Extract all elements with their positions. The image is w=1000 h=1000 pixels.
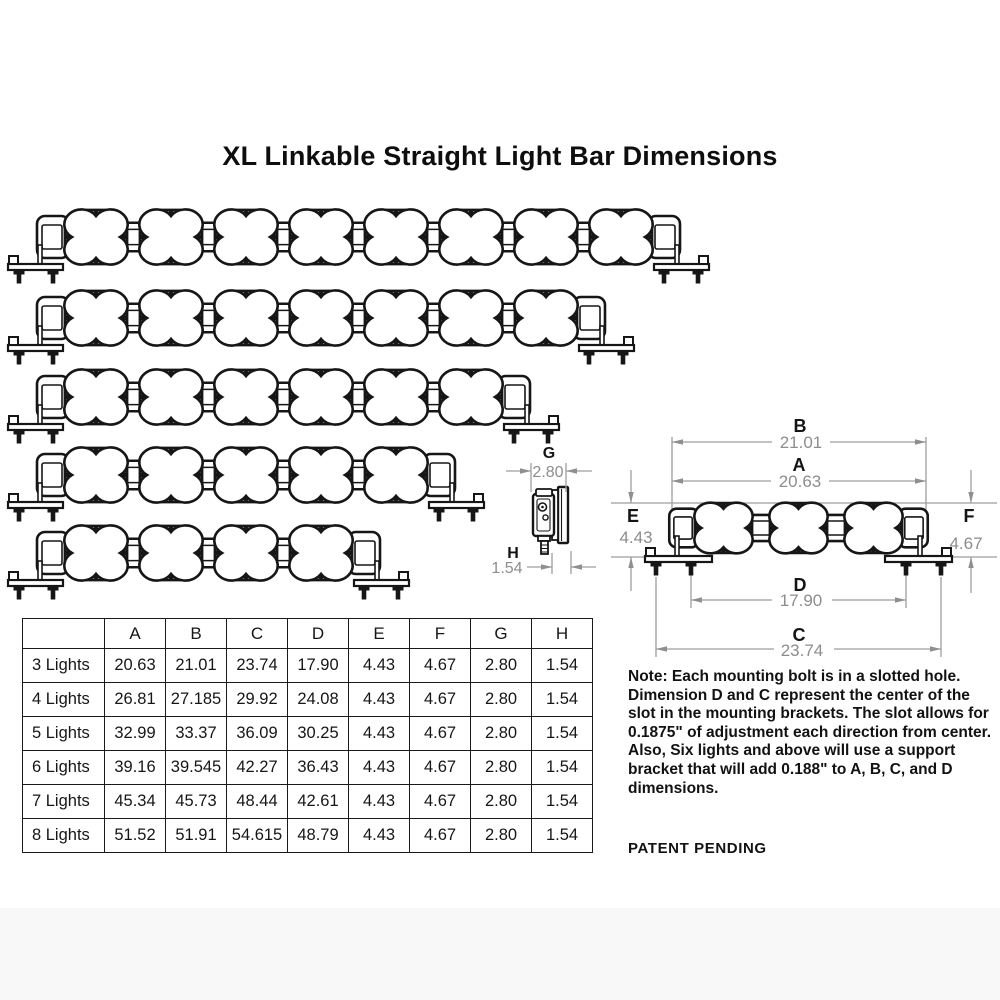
light-pod — [589, 209, 652, 264]
light-pod — [439, 290, 502, 345]
dim-h-label: H — [507, 545, 519, 562]
table-row — [23, 751, 593, 785]
table-cell: 4.67 — [410, 751, 471, 785]
dim-a-label: A — [792, 455, 806, 475]
front-view-bar — [645, 503, 952, 576]
page-title: XL Linkable Straight Light Bar Dimensions — [222, 141, 778, 171]
table-row — [23, 819, 593, 853]
table-cell: 4.67 — [410, 717, 471, 751]
table-cell: 39.545 — [166, 751, 227, 785]
table-row — [23, 717, 593, 751]
table-cell: 1.54 — [532, 649, 593, 683]
light-pod — [694, 503, 752, 554]
table-cell: 2.80 — [471, 683, 532, 717]
light-bar-6-lights — [8, 369, 559, 443]
table-cell: 1.54 — [532, 819, 593, 853]
light-pod — [364, 447, 427, 502]
row-label: 4 Lights — [23, 683, 105, 717]
dim-d-value: 17.90 — [779, 591, 823, 610]
table-cell: 4.43 — [349, 649, 410, 683]
light-pod — [139, 209, 202, 264]
light-pod — [214, 369, 277, 424]
dim-h-value: 1.54 — [491, 560, 523, 577]
table-cell: 48.44 — [227, 785, 288, 819]
patent-pending-label: PATENT PENDING — [628, 840, 767, 857]
light-pod — [64, 525, 127, 580]
table-cell: 36.43 — [288, 751, 349, 785]
light-pod — [139, 290, 202, 345]
table-cell: 4.67 — [410, 649, 471, 683]
table-cell: 54.615 — [227, 819, 288, 853]
table-cell: 4.67 — [410, 819, 471, 853]
light-pod — [64, 369, 127, 424]
table-cell: 45.73 — [166, 785, 227, 819]
table-cell: 17.90 — [288, 649, 349, 683]
table-cell: 27.185 — [166, 683, 227, 717]
table-cell: 2.80 — [471, 649, 532, 683]
dimensions-table — [22, 618, 593, 853]
table-cell: 33.37 — [166, 717, 227, 751]
dim-f-value: 4.67 — [949, 534, 983, 553]
light-pod — [364, 290, 427, 345]
dim-g-label: G — [542, 445, 556, 462]
table-cell: 4.67 — [410, 683, 471, 717]
table-column-header-c: C — [227, 619, 288, 649]
table-cell: 51.91 — [166, 819, 227, 853]
table-cell: 51.52 — [105, 819, 166, 853]
table-column-header-g: G — [471, 619, 532, 649]
table-cell: 2.80 — [471, 819, 532, 853]
dim-b-value: 21.01 — [779, 433, 823, 452]
light-pod — [214, 447, 277, 502]
table-row — [23, 649, 593, 683]
table-column-header-e: E — [349, 619, 410, 649]
light-pod — [64, 447, 127, 502]
table-cell: 21.01 — [166, 649, 227, 683]
light-pod — [439, 369, 502, 424]
table-column-header-h: H — [532, 619, 593, 649]
light-pod — [514, 209, 577, 264]
dim-g-value: 2.80 — [532, 464, 564, 481]
table-cell: 4.43 — [349, 717, 410, 751]
table-header — [23, 619, 593, 649]
table-cell: 32.99 — [105, 717, 166, 751]
table-row — [23, 683, 593, 717]
table-cell: 30.25 — [288, 717, 349, 751]
dim-c-label: C — [792, 625, 806, 645]
light-pod — [139, 447, 202, 502]
row-label: 6 Lights — [23, 751, 105, 785]
table-cell: 20.63 — [105, 649, 166, 683]
light-pod — [289, 525, 352, 580]
table-cell: 1.54 — [532, 751, 593, 785]
light-pod — [214, 290, 277, 345]
light-pod — [289, 290, 352, 345]
light-pod — [64, 209, 127, 264]
table-column-header-d: D — [288, 619, 349, 649]
table-cell: 36.09 — [227, 717, 288, 751]
dim-d-label: D — [793, 575, 807, 595]
light-pod — [289, 209, 352, 264]
dim-e-label: E — [626, 506, 640, 526]
table-cell: 39.16 — [105, 751, 166, 785]
dim-a-value: 20.63 — [778, 472, 822, 491]
light-pod — [289, 447, 352, 502]
table-cell: 4.43 — [349, 683, 410, 717]
light-pod — [214, 525, 277, 580]
table-cell: 1.54 — [532, 785, 593, 819]
light-pod — [214, 209, 277, 264]
table-row — [23, 785, 593, 819]
light-bar-4-lights — [8, 525, 409, 599]
note-text: Note: Each mounting bolt is in a slotted hole. Dimension D and C represent the center of the slot in the mounting brackets. The slot allows for 0.1875" of adjustment each direction from center. Also, Six lights and above will use a support bracket that will add 0.188" to A, B, C, and D dimensions. — [628, 668, 992, 797]
light-pod — [844, 503, 902, 554]
light-bars-stack — [8, 209, 709, 599]
row-label: 8 Lights — [23, 819, 105, 853]
dim-b-label: B — [793, 416, 807, 436]
table-cell: 42.27 — [227, 751, 288, 785]
table-cell: 4.43 — [349, 785, 410, 819]
side-view-profile — [533, 487, 568, 554]
table-corner-cell — [23, 619, 105, 649]
table-cell: 26.81 — [105, 683, 166, 717]
table-column-header-f: F — [410, 619, 471, 649]
table-cell: 4.43 — [349, 819, 410, 853]
table-column-header-a: A — [105, 619, 166, 649]
table-cell: 48.79 — [288, 819, 349, 853]
front-bar-3-lights — [645, 503, 952, 576]
dim-e-value: 4.43 — [619, 528, 653, 547]
table-cell: 4.43 — [349, 751, 410, 785]
table-cell: 2.80 — [471, 751, 532, 785]
light-pod — [364, 369, 427, 424]
light-pod — [769, 503, 827, 554]
light-pod — [439, 209, 502, 264]
light-bar-8-lights — [8, 209, 709, 283]
table-cell: 24.08 — [288, 683, 349, 717]
row-label: 5 Lights — [23, 717, 105, 751]
light-bar-5-lights — [8, 447, 484, 521]
table-cell: 1.54 — [532, 683, 593, 717]
table-cell: 2.80 — [471, 717, 532, 751]
table-cell: 2.80 — [471, 785, 532, 819]
table-cell: 42.61 — [288, 785, 349, 819]
table-cell: 1.54 — [532, 717, 593, 751]
light-pod — [139, 525, 202, 580]
light-pod — [289, 369, 352, 424]
light-pod — [64, 290, 127, 345]
dim-c-value: 23.74 — [780, 641, 824, 660]
row-label: 3 Lights — [23, 649, 105, 683]
light-pod — [364, 209, 427, 264]
table-cell: 4.67 — [410, 785, 471, 819]
table-cell: 45.34 — [105, 785, 166, 819]
row-label: 7 Lights — [23, 785, 105, 819]
light-bar-7-lights — [8, 290, 634, 364]
table-cell: 23.74 — [227, 649, 288, 683]
light-pod — [139, 369, 202, 424]
light-pod — [514, 290, 577, 345]
table-body — [23, 649, 593, 853]
table-column-header-b: B — [166, 619, 227, 649]
table-cell: 29.92 — [227, 683, 288, 717]
dim-f-label: F — [963, 506, 975, 526]
